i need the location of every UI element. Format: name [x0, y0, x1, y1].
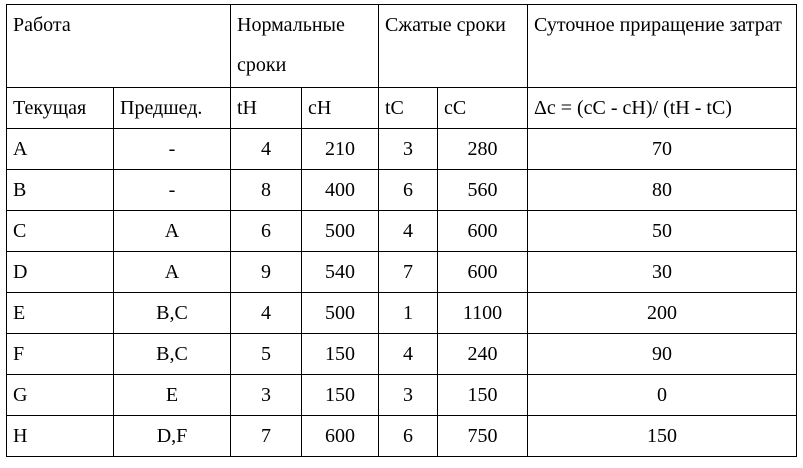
cell-daily-increment: 30: [528, 252, 797, 293]
header-work: Работа: [7, 5, 231, 88]
header-cn: cН: [302, 88, 379, 129]
cell-daily-increment: 150: [528, 416, 797, 457]
table-row: [7, 416, 797, 457]
header-row-top: [7, 5, 797, 88]
cell-cn: 500: [302, 211, 379, 252]
cell-tn: 8: [231, 170, 302, 211]
cell-cn: 400: [302, 170, 379, 211]
cell-cn: 150: [302, 375, 379, 416]
cell-daily-increment: 90: [528, 334, 797, 375]
cell-cc: 600: [438, 252, 528, 293]
cell-daily-increment: 200: [528, 293, 797, 334]
table-row: [7, 170, 797, 211]
header-current: Текущая: [7, 88, 114, 129]
cell-daily-increment: 70: [528, 129, 797, 170]
cell-tc: 1: [379, 293, 438, 334]
header-tc: tС: [379, 88, 438, 129]
cell-daily-increment: 50: [528, 211, 797, 252]
cell-daily-increment: 0: [528, 375, 797, 416]
header-tn: tН: [231, 88, 302, 129]
cell-cc: 280: [438, 129, 528, 170]
cell-predecessor: A: [114, 211, 231, 252]
cell-predecessor: A: [114, 252, 231, 293]
cell-current: H: [7, 416, 114, 457]
cell-cn: 600: [302, 416, 379, 457]
cell-tn: 9: [231, 252, 302, 293]
header-normal-terms: Нормальные сроки: [231, 5, 379, 88]
cell-cc: 1100: [438, 293, 528, 334]
cell-tn: 3: [231, 375, 302, 416]
cell-predecessor: B,C: [114, 293, 231, 334]
table-row: [7, 334, 797, 375]
cell-predecessor: E: [114, 375, 231, 416]
cell-current: G: [7, 375, 114, 416]
cell-tn: 6: [231, 211, 302, 252]
cell-current: E: [7, 293, 114, 334]
cell-predecessor: B,C: [114, 334, 231, 375]
cell-daily-increment: 80: [528, 170, 797, 211]
cell-tn: 5: [231, 334, 302, 375]
cell-tc: 6: [379, 416, 438, 457]
cell-tn: 7: [231, 416, 302, 457]
cell-tc: 4: [379, 334, 438, 375]
cell-predecessor: -: [114, 129, 231, 170]
header-predecessor: Предшед.: [114, 88, 231, 129]
cell-tc: 6: [379, 170, 438, 211]
cell-cc: 750: [438, 416, 528, 457]
cell-cn: 150: [302, 334, 379, 375]
cell-tn: 4: [231, 129, 302, 170]
cell-cc: 150: [438, 375, 528, 416]
table-body: [7, 129, 797, 457]
cell-cn: 210: [302, 129, 379, 170]
cell-tc: 3: [379, 375, 438, 416]
cell-tc: 4: [379, 211, 438, 252]
cell-predecessor: D,F: [114, 416, 231, 457]
cell-predecessor: -: [114, 170, 231, 211]
header-row-sub: [7, 88, 797, 129]
cell-cc: 600: [438, 211, 528, 252]
cell-current: B: [7, 170, 114, 211]
header-daily-increment: Суточное приращение затрат: [528, 5, 797, 88]
cell-current: A: [7, 129, 114, 170]
cell-tc: 7: [379, 252, 438, 293]
table-row: [7, 211, 797, 252]
header-cc: cС: [438, 88, 528, 129]
table-row: [7, 293, 797, 334]
header-formula: Δc = (cC - cH)/ (tH - tC): [528, 88, 797, 129]
cell-cc: 240: [438, 334, 528, 375]
cell-cn: 540: [302, 252, 379, 293]
table-row: [7, 129, 797, 170]
table-row: [7, 252, 797, 293]
work-schedule-table: [6, 4, 797, 457]
header-compressed-terms: Сжатые сроки: [379, 5, 528, 88]
cell-cn: 500: [302, 293, 379, 334]
cell-tc: 3: [379, 129, 438, 170]
cell-cc: 560: [438, 170, 528, 211]
cell-current: F: [7, 334, 114, 375]
cell-current: D: [7, 252, 114, 293]
cell-current: C: [7, 211, 114, 252]
cell-tn: 4: [231, 293, 302, 334]
table-row: [7, 375, 797, 416]
